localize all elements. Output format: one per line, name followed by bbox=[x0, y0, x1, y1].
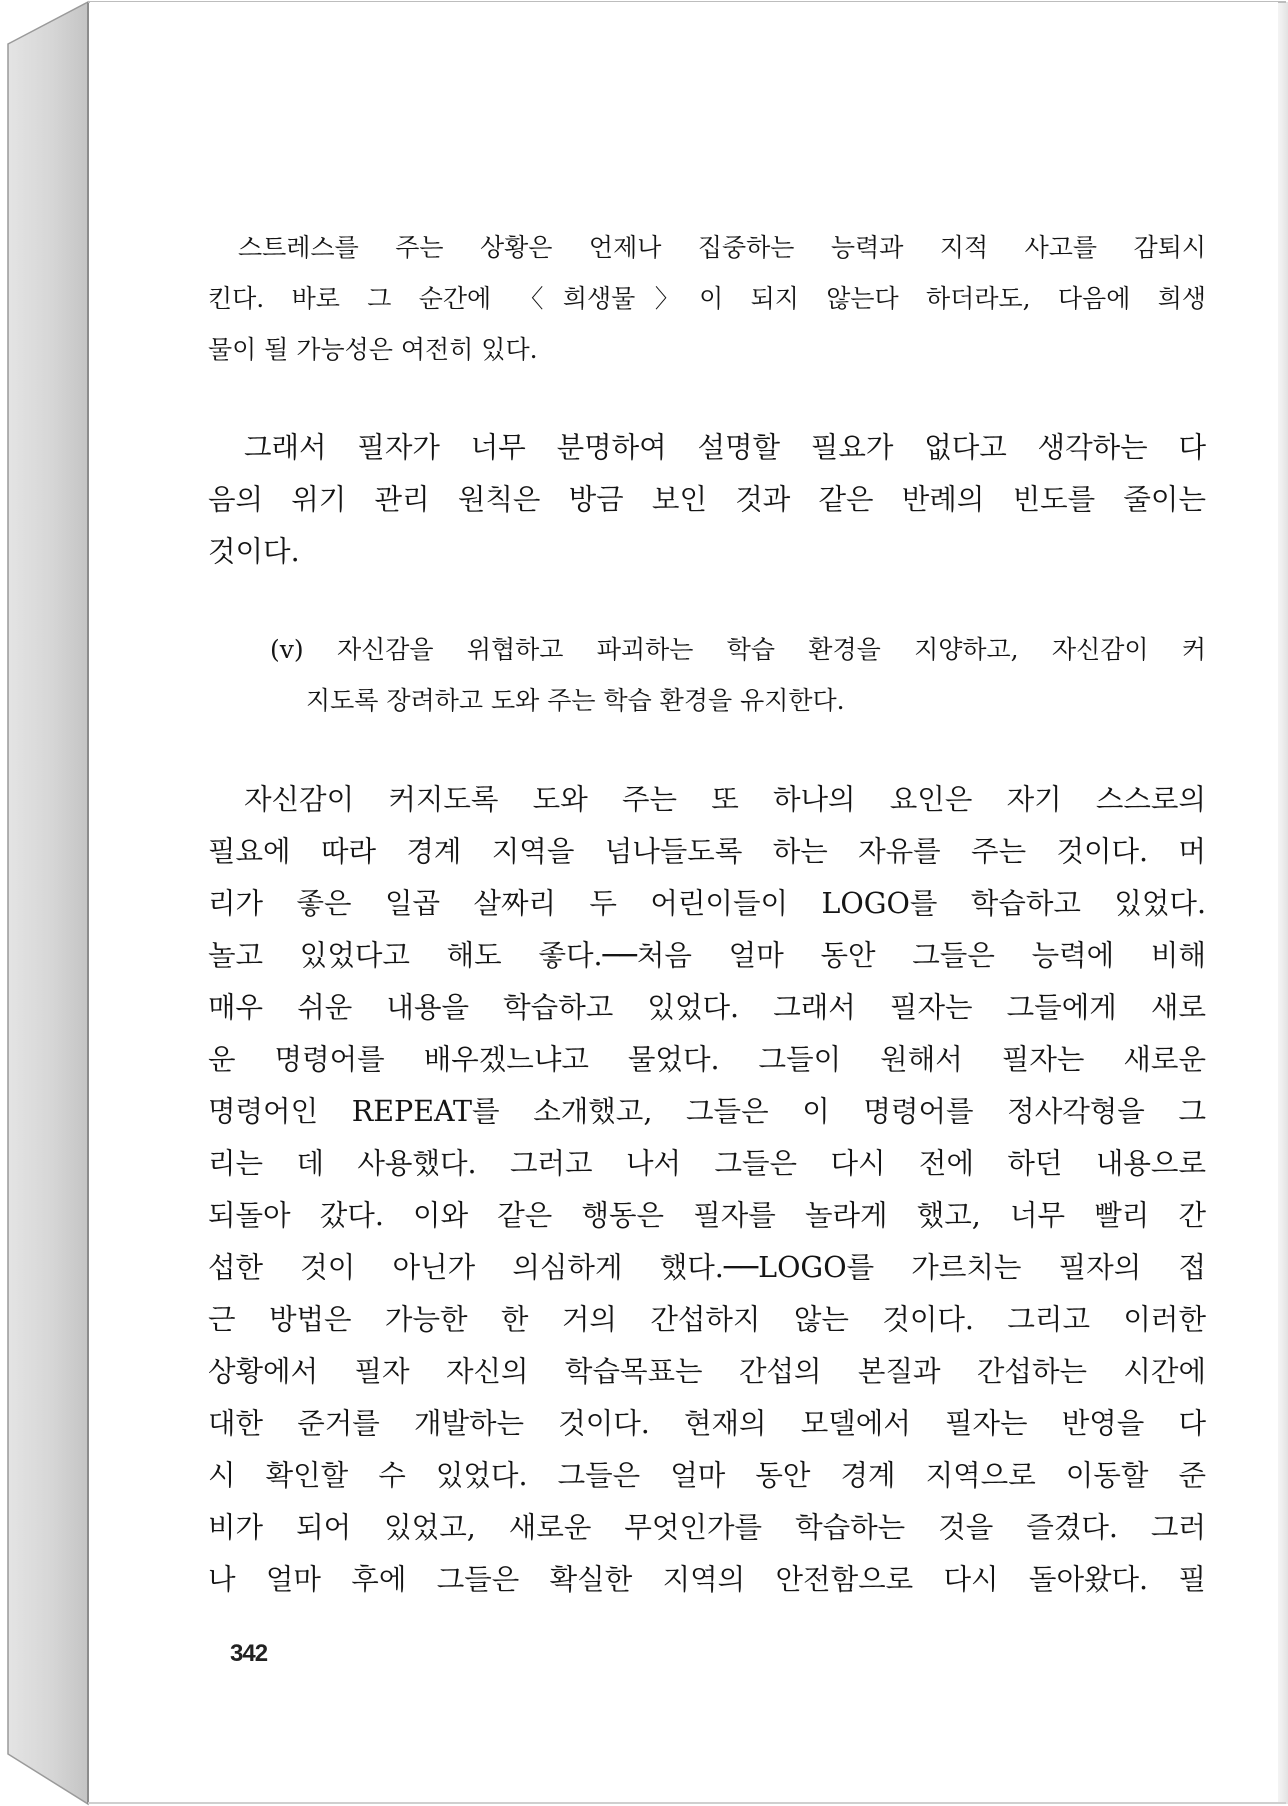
text-line: 시 확인할 수 있었다. 그들은 얼마 동안 경계 지역으로 이동할 준 bbox=[208, 1459, 1206, 1492]
text-line: 킨다. 바로 그 순간에 〈희생물〉이 되지 않는다 하더라도, 다음에 희생 bbox=[208, 284, 1206, 313]
text-line: 매우 쉬운 내용을 학습하고 있었다. 그래서 필자는 그들에게 새로 bbox=[208, 991, 1206, 1024]
text-line: 리가 좋은 일곱 살짜리 두 어린이들이 LOGO를 학습하고 있었다. bbox=[208, 887, 1206, 920]
book-spine bbox=[8, 2, 88, 1804]
text-line: 상황에서 필자 자신의 학습목표는 간섭의 본질과 간섭하는 시간에 bbox=[208, 1355, 1206, 1388]
text-line: 비가 되어 있었고, 새로운 무엇인가를 학습하는 것을 즐겼다. 그러 bbox=[208, 1511, 1206, 1544]
text-line: 그래서 필자가 너무 분명하여 설명할 필요가 없다고 생각하는 다 bbox=[244, 431, 1206, 464]
text-line: 자신감이 커지도록 도와 주는 또 하나의 요인은 자기 스스로의 bbox=[244, 783, 1206, 816]
text-line: 지도록 장려하고 도와 주는 학습 환경을 유지한다. bbox=[306, 686, 845, 715]
text-line: 근 방법은 가능한 한 거의 간섭하지 않는 것이다. 그리고 이러한 bbox=[208, 1303, 1206, 1336]
page-number: 342 bbox=[230, 1640, 268, 1667]
text-line: 놀고 있었다고 해도 좋다.──처음 얼마 동안 그들은 능력에 비해 bbox=[208, 939, 1206, 972]
principle-item-v bbox=[270, 624, 1206, 726]
text-line: 필요에 따라 경계 지역을 넘나들도록 하는 자유를 주는 것이다. 머 bbox=[208, 835, 1206, 868]
text-line: 음의 위기 관리 원칙은 방금 보인 것과 같은 반례의 빈도를 줄이는 bbox=[208, 483, 1206, 516]
text-line: 되돌아 갔다. 이와 같은 행동은 필자를 놀라게 했고, 너무 빨리 간 bbox=[208, 1199, 1206, 1232]
text-line: 운 명령어를 배우겠느냐고 물었다. 그들이 원해서 필자는 새로운 bbox=[208, 1043, 1206, 1076]
paragraph-confidence bbox=[208, 774, 1206, 1606]
text-line: 명령어인 REPEAT를 소개했고, 그들은 이 명령어를 정사각형을 그 bbox=[208, 1095, 1206, 1128]
text-line: 나 얼마 후에 그들은 확실한 지역의 안전함으로 다시 돌아왔다. 필 bbox=[208, 1563, 1206, 1596]
text-line: 물이 될 가능성은 여전히 있다. bbox=[208, 335, 538, 364]
paragraph-stress bbox=[208, 222, 1206, 375]
paragraph-crisis-principle bbox=[208, 422, 1206, 578]
text-line: 스트레스를 주는 상황은 언제나 집중하는 능력과 지적 사고를 감퇴시 bbox=[238, 233, 1206, 262]
text-line: 리는 데 사용했다. 그러고 나서 그들은 다시 전에 하던 내용으로 bbox=[208, 1147, 1206, 1180]
text-line: 섭한 것이 아닌가 의심하게 했다.──LOGO를 가르치는 필자의 접 bbox=[208, 1251, 1206, 1284]
book-page bbox=[90, 2, 1278, 1802]
text-line: 대한 준거를 개발하는 것이다. 현재의 모델에서 필자는 반영을 다 bbox=[208, 1407, 1206, 1440]
text-line: 것이다. bbox=[208, 535, 300, 568]
text-line: (v) 자신감을 위협하고 파괴하는 학습 환경을 지양하고, 자신감이 커 bbox=[270, 635, 1206, 664]
